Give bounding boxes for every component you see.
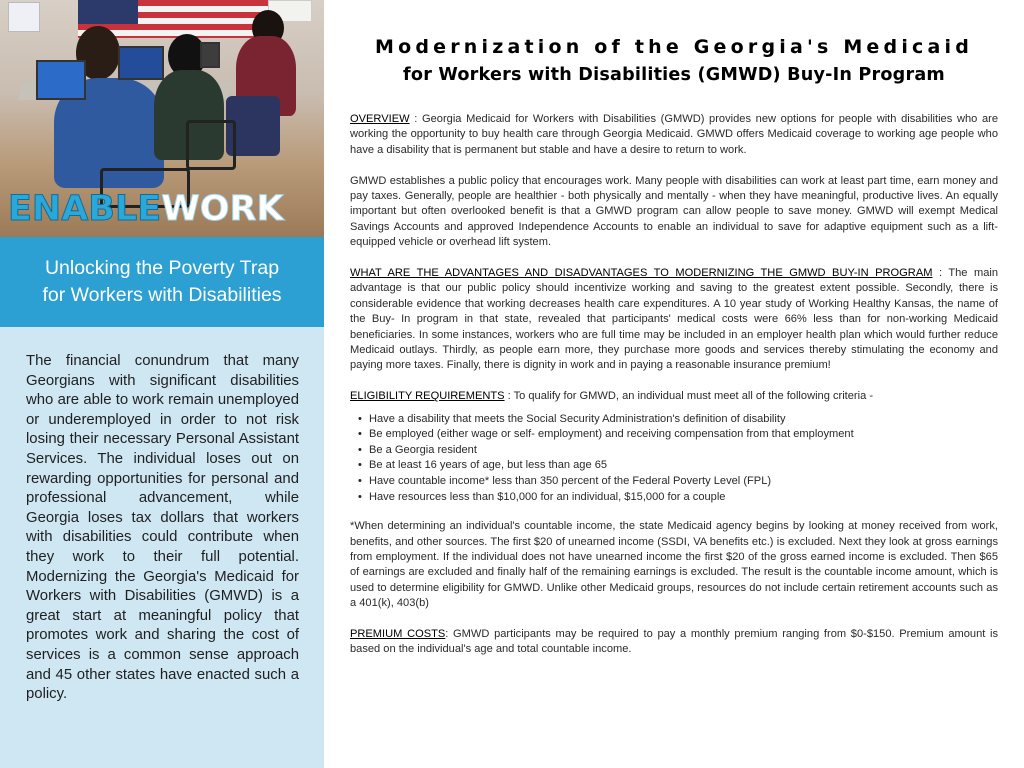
eligibility-paragraph [350, 389, 998, 404]
flag-canton [78, 0, 138, 24]
eligibility-criteria-list [358, 412, 998, 506]
tagline-banner [0, 237, 324, 327]
overview-text: : Georgia Medicaid for Workers with Disabilities (GMWD) provides new options for people with disabilities who are working the opportunity to buy health care through Georgia Medicaid. GMWD offers Medicaid coverage to working age people who have a disability that is permanent but stable and have a desire to return to work. [350, 113, 998, 156]
page-title [350, 34, 998, 90]
eligibility-text: : To qualify for GMWD, an individual must meet all of the following criteria - [504, 390, 874, 403]
list-item: • Be at least 16 years of age, but less than age 65 [358, 458, 998, 474]
list-item: • Be employed (either wage or self- employment) and receiving compensation from that employment [358, 427, 998, 443]
sidebar-body-text: The financial conundrum that many Georgians with significant disabilities who are able to work remain unemployed or underemployed in order to not risk losing their necessary Personal Assistant Services. The individual loses out on rewarding opportunities for personal and professional advancement, while Georgia loses tax dollars that workers with disabilities could contribute when they work to their full potential. Modernizing the Georgia's Medicaid for Workers with Disabilities (GMWD) is a great start at meaningful policy that promotes work and sharing the cost of services is a common sense approach and 45 other states have enacted such a policy. [26, 353, 299, 703]
income-note-paragraph: *When determining an individual's countable income, the state Medicaid agency begins by looking at money received from work, benefits, and other sources. The first $20 of unearned income (SSDI, VA benefits etc.) is excluded. Next they look at gross earnings from employment. If the individual does not have unearned income the first $20 of the gross earned income is excluded. Then $65 of earnings are excluded and finally half of the remaining earnings is excluded. The result is the countable income amount, which is used to determine eligibility for GMWD. Unlike other Medicaid groups, resources do not include certain retirement accounts such as a 401(k), 403(b) [350, 520, 998, 610]
laptop-icon [118, 46, 164, 80]
advantages-text: : The main advantage is that our public policy should incentivize working and saving to the greatest extent possible. Secondly, there is considerable evidence that working decreases health care expenditures. A 10 year study of Working Healthy Kansas, the name of the Buy- In program in that state, revealed that participants' medical costs were 66% less than for non-working Medicaid beneficiaries. In some instances, workers who are full time may be included in an employer health plan which would further reduce Medicaid outlays. Thirdly, as people earn more, they purchase more goods and services thereby stimulating the economy and paying more taxes. Finally, there is dignity in work and in paying a reasonable insurance premium! [350, 267, 999, 372]
document-body [350, 112, 998, 673]
laptop-icon [200, 42, 220, 68]
wall-poster [8, 2, 40, 32]
eligibility-heading: ELIGIBILITY REQUIREMENTS [350, 390, 505, 403]
title-line-2: for Workers with Disabilities (GMWD) Buy-In Program [403, 65, 945, 85]
title-line-1: Modernization of the Georgia's Medicaid [374, 36, 974, 58]
overview-paragraph [350, 112, 998, 158]
premium-text: : GMWD participants may be required to pay a monthly premium ranging from $0-$150. Premium amount is based on the individual's age and total countable income. [350, 628, 999, 656]
list-item: • Have countable income* less than 350 percent of the Federal Poverty Level (FPL) [358, 474, 998, 490]
overview-heading: OVERVIEW [350, 113, 410, 125]
main-document [350, 0, 998, 768]
tagline-line-1: Unlocking the Poverty Trap [44, 257, 280, 279]
laptop-icon [36, 60, 86, 100]
photo-people-at-computers [0, 0, 324, 237]
logo-word-work: WORK [161, 189, 284, 229]
enable-work-logo [8, 187, 318, 231]
policy-paragraph: GMWD establishes a public policy that encourages work. Many people with disabilities can work at least part time, earn money and pay taxes. Generally, people are healthier - both physically and mentally - when they have meaningful, productive lives. An equally important but often overlooked benefit is that a GMWD program can allow people to save money. GMWD will exempt Medical Savings Accounts and approved Independence Accounts to enable an individual to save for adaptive equipment such as a lift-equipped vehicle or overhead lift system. [350, 174, 998, 249]
premium-paragraph [350, 627, 998, 658]
list-item: • Have a disability that meets the Social Security Administration's definition of disability [358, 412, 998, 428]
tagline-line-2: for Workers with Disabilities [42, 284, 282, 306]
list-item: • Have resources less than $10,000 for an individual, $15,000 for a couple [358, 490, 998, 506]
list-item: • Be a Georgia resident [358, 443, 998, 459]
chair [186, 120, 236, 170]
premium-heading: PREMIUM COSTS [350, 628, 446, 641]
tagline-text [7, 255, 317, 309]
advantages-heading: WHAT ARE THE ADVANTAGES AND DISADVANTAGES TO MODERNIZING THE GMWD BUY-IN PROGRAM [350, 267, 933, 280]
left-sidebar [0, 0, 324, 768]
advantages-paragraph [350, 266, 998, 374]
logo-word-enable: ENABLE [8, 189, 162, 229]
